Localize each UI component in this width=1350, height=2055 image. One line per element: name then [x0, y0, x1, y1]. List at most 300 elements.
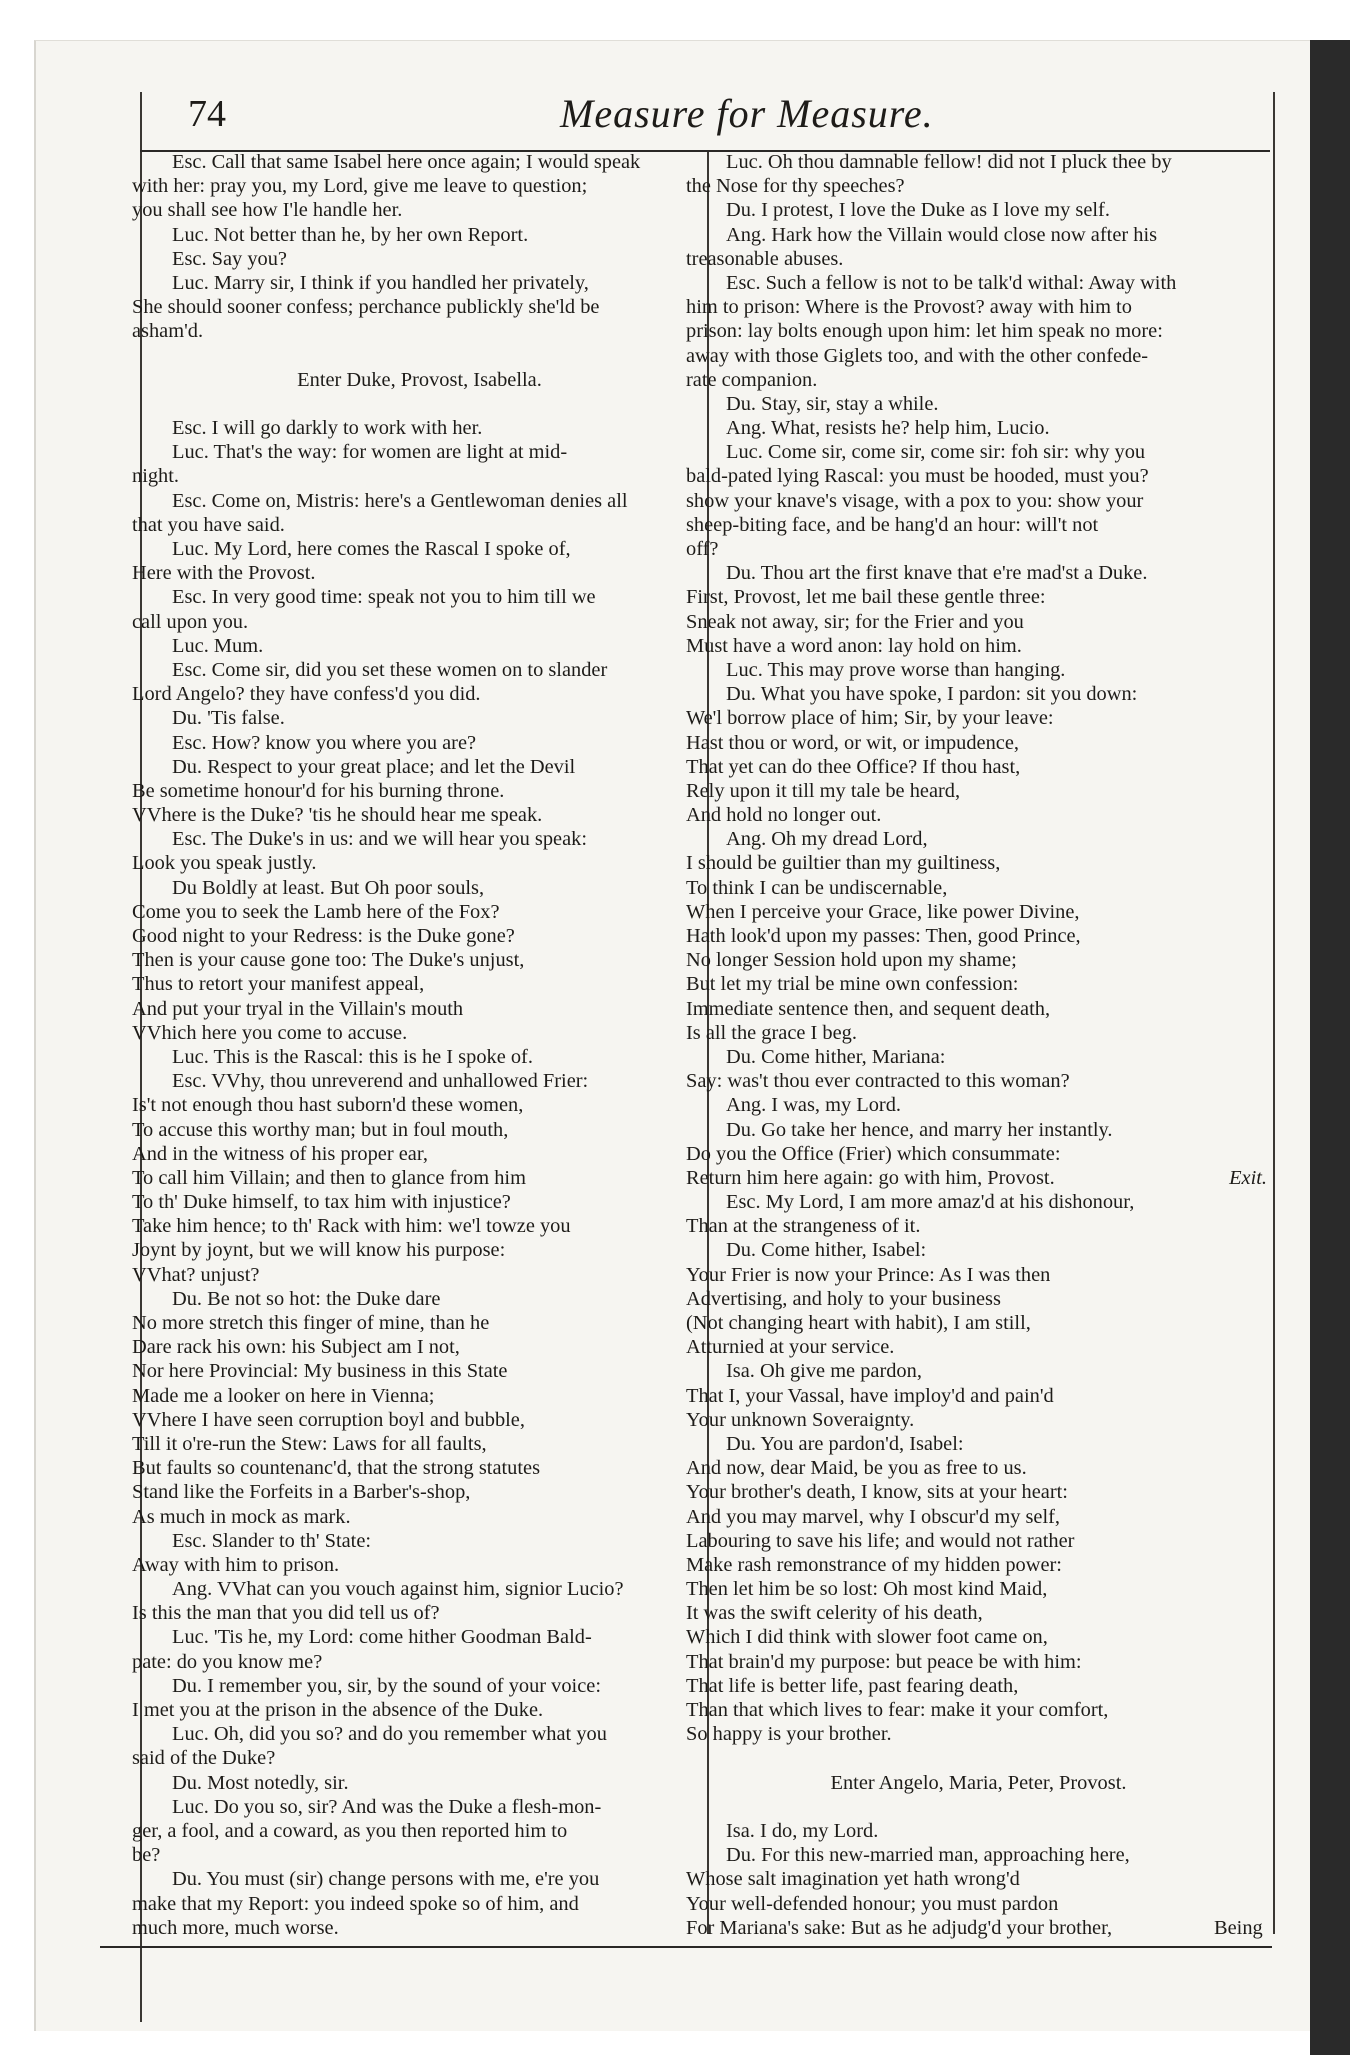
line-text: Luc. This is the Rascal: this is he I spoke of. — [172, 1045, 533, 1068]
line-text: Do you the Office (Frier) which consummate: — [686, 1142, 1061, 1165]
line-text: Ang. Oh my dread Lord, — [726, 828, 928, 851]
blank-line — [686, 1795, 1271, 1819]
text-line — [132, 174, 707, 198]
text-line — [132, 948, 707, 972]
text-line — [132, 1577, 707, 1601]
line-text: No more stretch this finger of mine, than he — [132, 1312, 490, 1334]
blank-line — [686, 1746, 1271, 1770]
line-text: That yet can do thee Office? If thou hast, — [686, 755, 1021, 778]
line-text: Stand like the Forfeits in a Barber's-shop, — [132, 1481, 471, 1504]
line-text: Rely upon it till my tale be heard, — [686, 779, 961, 802]
line-text: That brain'd my purpose: but peace be with him: — [686, 1650, 1082, 1673]
line-text: Du. You must (sir) change persons with me, e're you — [172, 1868, 600, 1891]
line-text: ger, a fool, and a coward, as you then reported him to — [132, 1819, 568, 1842]
line-text: off? — [686, 538, 719, 560]
text-line — [686, 972, 1271, 996]
text-line — [132, 1359, 707, 1383]
text-line — [132, 851, 707, 875]
text-line — [686, 634, 1271, 658]
stage-direction — [132, 368, 707, 392]
text-line — [686, 150, 1271, 174]
text-line — [686, 948, 1271, 972]
line-text: Hast thou or word, or wit, or impudence, — [686, 731, 1019, 754]
line-text: Luc. This may prove worse than hanging. — [726, 658, 1066, 681]
text-line — [686, 1577, 1271, 1601]
line-text: Immediate sentence then, and sequent death, — [686, 997, 1051, 1020]
text-line — [686, 779, 1271, 803]
line-text: That I, your Vassal, have imploy'd and pain'd — [686, 1384, 1054, 1407]
text-line — [686, 1166, 1271, 1190]
text-line — [132, 1408, 707, 1432]
line-text: She should sooner confess; perchance publickly she'ld be — [132, 296, 600, 319]
line-text: away with those Giglets too, and with the other confede- — [686, 344, 1149, 367]
line-text: Nor here Provincial: My business in this State — [132, 1360, 508, 1383]
text-line — [686, 247, 1271, 271]
line-text: (Not changing heart with habit), I am still, — [686, 1312, 1031, 1334]
text-line — [132, 1771, 707, 1795]
line-text: Luc. That's the way: for women are light at mid- — [172, 441, 568, 464]
line-text: Look you speak justly. — [132, 852, 317, 875]
line-text: Du Boldly at least. But Oh poor souls, — [172, 876, 485, 899]
line-text: Is this the man that you did tell us of? — [132, 1602, 440, 1625]
line-text: that you have said. — [132, 513, 285, 536]
line-text: Du. I remember you, sir, by the sound of your voice: — [172, 1674, 601, 1697]
text-line — [132, 803, 707, 827]
text-line — [686, 1867, 1271, 1891]
line-text: Thus to retort your manifest appeal, — [132, 973, 425, 996]
text-line — [686, 1480, 1271, 1504]
line-text: Esc. Say you? — [172, 247, 287, 270]
text-line — [686, 1311, 1271, 1335]
line-text: For Mariana's sake: But as he adjudg'd your brother, — [686, 1916, 1113, 1939]
blank-line — [132, 344, 707, 368]
text-line — [686, 368, 1271, 392]
text-line — [686, 513, 1271, 537]
text-line — [132, 1819, 707, 1843]
text-line — [686, 610, 1271, 634]
line-text: Your Frier is now your Prince: As I was then — [686, 1263, 1051, 1286]
line-text: And you may marvel, why I obscur'd my self, — [686, 1505, 1061, 1528]
line-text: call upon you. — [132, 610, 249, 633]
text-line — [132, 1432, 707, 1456]
line-text: night. — [132, 465, 180, 488]
text-line — [686, 900, 1271, 924]
line-text: Du. Most notedly, sir. — [172, 1771, 349, 1794]
text-line — [686, 1384, 1271, 1408]
text-line — [686, 1335, 1271, 1359]
line-text: VVhich here you come to accuse. — [132, 1021, 408, 1044]
text-line — [132, 1456, 707, 1480]
text-line — [132, 876, 707, 900]
line-text: Here with the Provost. — [132, 562, 316, 585]
line-text: Your brother's death, I know, sits at your heart: — [686, 1481, 1068, 1504]
text-line — [132, 1867, 707, 1891]
text-line — [686, 1698, 1271, 1722]
line-text: Du. For this new-married man, approaching here, — [726, 1844, 1130, 1867]
text-line — [132, 706, 707, 730]
text-line — [686, 319, 1271, 343]
line-text: Your well-defended honour; you must pardon — [686, 1892, 1059, 1915]
text-line — [132, 1287, 707, 1311]
text-line — [686, 1505, 1271, 1529]
text-line — [132, 295, 707, 319]
text-line — [132, 319, 707, 343]
text-line — [686, 1069, 1271, 1093]
text-line — [686, 198, 1271, 222]
text-line — [132, 1045, 707, 1069]
text-line — [686, 755, 1271, 779]
line-text: I met you at the prison in the absence of the Duke. — [132, 1699, 544, 1721]
line-text: Esc. Come sir, did you set these women on to slander — [172, 658, 608, 681]
line-text: Made me a looker on here in Vienna; — [132, 1384, 435, 1407]
text-line — [686, 731, 1271, 755]
text-line — [132, 997, 707, 1021]
line-text: To th' Duke himself, to tax him with injustice? — [132, 1191, 511, 1214]
line-text: Esc. Such a fellow is not to be talk'd withal: Away with — [726, 271, 1177, 294]
text-line — [686, 827, 1271, 851]
line-text: Enter Duke, Provost, Isabella. — [297, 368, 542, 391]
line-text: And in the witness of his proper ear, — [132, 1142, 428, 1165]
text-line — [132, 1069, 707, 1093]
line-text: And now, dear Maid, be you as free to us. — [686, 1457, 1027, 1480]
text-line — [686, 924, 1271, 948]
line-text: Luc. Come sir, come sir, come sir: foh sir: why you — [726, 441, 1146, 464]
line-text: Du. 'Tis false. — [172, 707, 285, 730]
line-text: Esc. In very good time: speak not you to him till we — [172, 586, 596, 609]
footer-rule — [100, 1946, 1272, 1948]
line-text: Du. Stay, sir, stay a while. — [726, 392, 939, 415]
line-text: Return him here again: go with him, Provost. — [686, 1166, 1055, 1189]
line-text: Your unknown Soveraignty. — [686, 1408, 915, 1431]
text-line — [686, 1432, 1271, 1456]
line-text: Luc. 'Tis he, my Lord: come hither Goodman Bald- — [172, 1626, 592, 1649]
text-line — [132, 464, 707, 488]
line-text: Du. Thou art the first knave that e're mad'st a Duke. — [726, 562, 1148, 585]
text-line — [132, 1698, 707, 1722]
text-line — [686, 706, 1271, 730]
text-line — [132, 1093, 707, 1117]
line-text: And hold no longer out. — [686, 804, 882, 827]
line-text: Esc. VVhy, thou unreverend and unhallowed Frier: — [172, 1070, 589, 1093]
text-line — [132, 271, 707, 295]
text-line — [686, 1650, 1271, 1674]
text-line — [686, 585, 1271, 609]
text-line — [132, 247, 707, 271]
line-text: you shall see how I'le handle her. — [132, 199, 403, 222]
line-text: said of the Duke? — [132, 1747, 276, 1770]
text-line — [686, 1553, 1271, 1577]
text-line — [132, 731, 707, 755]
text-line — [686, 1625, 1271, 1649]
text-line — [686, 174, 1271, 198]
line-text: Luc. Do you so, sir? And was the Duke a flesh-mon- — [172, 1795, 602, 1818]
line-text: I should be guiltier than my guiltiness, — [686, 852, 1001, 875]
text-line — [132, 1625, 707, 1649]
line-text: Du. What you have spoke, I pardon: sit you down: — [726, 683, 1138, 706]
line-text: make that my Report: you indeed spoke so of him, and — [132, 1892, 579, 1915]
text-line — [132, 1263, 707, 1287]
line-text: Than at the strangeness of it. — [686, 1215, 921, 1238]
line-text: Whose salt imagination yet hath wrong'd — [686, 1868, 1020, 1891]
text-line — [132, 1166, 707, 1190]
line-text: bald-pated lying Rascal: you must be hooded, must you? — [686, 465, 1149, 488]
line-text: Away with him to prison. — [132, 1553, 340, 1576]
line-text: Esc. I will go darkly to work with her. — [172, 417, 483, 440]
line-text: Ang. I was, my Lord. — [726, 1094, 901, 1117]
line-text: Atturnied at your service. — [686, 1336, 895, 1359]
text-line — [132, 1480, 707, 1504]
text-line — [132, 610, 707, 634]
line-text: Good night to your Redress: is the Duke gone? — [132, 925, 515, 947]
line-text: Which I did think with slower foot came on, — [686, 1626, 1048, 1649]
line-text: No longer Session hold upon my shame; — [686, 949, 1017, 972]
frame-rule-right — [1273, 92, 1275, 1934]
line-text: Du. Come hither, Isabel: — [726, 1239, 927, 1262]
text-line — [132, 1746, 707, 1770]
text-line — [132, 1529, 707, 1553]
line-text: Advertising, and holy to your business — [686, 1287, 1001, 1310]
line-text: That life is better life, past fearing death, — [686, 1674, 1019, 1697]
line-text: Ang. What, resists he? help him, Lucio. — [726, 417, 1050, 440]
text-line — [686, 682, 1271, 706]
text-line — [132, 223, 707, 247]
line-text: Must have a word anon: lay hold on him. — [686, 634, 1022, 657]
line-text: Hath look'd upon my passes: Then, good Prince, — [686, 925, 1081, 947]
line-text: Du. Go take her hence, and marry her instantly. — [726, 1118, 1113, 1141]
text-line — [686, 440, 1271, 464]
text-line — [132, 416, 707, 440]
text-line — [132, 1722, 707, 1746]
line-text: Du. Be not so hot: the Duke dare — [172, 1287, 441, 1310]
line-text: Esc. Call that same Isabel here once again; I would speak — [172, 151, 641, 173]
line-text: And put your tryal in the Villain's mouth — [132, 997, 464, 1020]
text-line — [132, 1892, 707, 1916]
line-text: Esc. The Duke's in us: and we will hear you speak: — [172, 828, 587, 851]
text-line — [686, 1093, 1271, 1117]
text-line — [686, 658, 1271, 682]
text-line — [686, 1819, 1271, 1843]
line-text: So happy is your brother. — [686, 1723, 892, 1746]
line-text: Isa. Oh give me pardon, — [726, 1360, 922, 1383]
line-text: rate companion. — [686, 368, 818, 391]
text-line — [132, 1142, 707, 1166]
text-line — [132, 150, 707, 174]
line-text: Dare rack his own: his Subject am I not, — [132, 1336, 460, 1359]
text-line — [132, 755, 707, 779]
line-text: much more, much worse. — [132, 1916, 339, 1939]
line-text: Enter Angelo, Maria, Peter, Provost. — [830, 1771, 1127, 1794]
line-text: Luc. Oh thou damnable fellow! did not I pluck thee by — [726, 151, 1172, 173]
line-text: But faults so countenanc'd, that the strong statutes — [132, 1457, 541, 1480]
text-line — [132, 561, 707, 585]
line-text: the Nose for thy speeches? — [686, 175, 905, 198]
text-line — [132, 1238, 707, 1262]
line-text: Make rash remonstrance of my hidden power: — [686, 1553, 1062, 1576]
line-text: As much in mock as mark. — [132, 1505, 351, 1528]
line-text: Lord Angelo? they have confess'd you did. — [132, 683, 481, 706]
text-line — [686, 997, 1271, 1021]
line-text: Be sometime honour'd for his burning throne. — [132, 779, 505, 802]
line-text: First, Provost, let me bail these gentle three: — [686, 586, 1046, 609]
line-text: Then is your cause gone too: The Duke's unjust, — [132, 949, 525, 972]
line-text: Then let him be so lost: Oh most kind Maid, — [686, 1578, 1048, 1601]
text-line — [686, 416, 1271, 440]
blank-line — [132, 392, 707, 416]
line-text: Du. Respect to your great place; and let the Devil — [172, 755, 576, 778]
line-text: Du. Come hither, Mariana: — [726, 1045, 946, 1068]
scan-edge — [1310, 40, 1350, 2055]
line-text: Luc. My Lord, here comes the Rascal I spoke of, — [172, 538, 571, 560]
line-text: Luc. Not better than he, by her own Report. — [172, 223, 529, 246]
line-text: pate: do you know me? — [132, 1650, 323, 1673]
line-text: VVhere I have seen corruption boyl and bubble, — [132, 1408, 525, 1431]
text-line — [132, 198, 707, 222]
line-text: with her: pray you, my Lord, give me leave to question; — [132, 175, 588, 198]
line-text: Is all the grace I beg. — [686, 1021, 857, 1044]
exit-direction: Exit. — [1229, 1166, 1267, 1189]
line-text: Luc. Mum. — [172, 634, 264, 657]
text-line — [132, 1916, 707, 1940]
line-text: Ang. VVhat can you vouch against him, signior Lucio? — [172, 1578, 624, 1601]
right-column — [686, 150, 1271, 1940]
line-text: Ang. Hark how the Villain would close now after his — [726, 223, 1158, 246]
text-line — [132, 585, 707, 609]
line-text: Come you to seek the Lamb here of the Fox? — [132, 900, 500, 923]
text-line — [686, 851, 1271, 875]
text-line — [686, 1359, 1271, 1383]
text-line — [686, 464, 1271, 488]
text-line — [686, 1021, 1271, 1045]
line-text: It was the swift celerity of his death, — [686, 1602, 983, 1625]
text-line — [686, 392, 1271, 416]
text-line — [132, 779, 707, 803]
text-line — [686, 223, 1271, 247]
text-line — [132, 1190, 707, 1214]
catchword: Being — [1214, 1917, 1263, 1939]
line-text: him to prison: Where is the Provost? away with him to — [686, 296, 1132, 319]
text-line — [132, 1384, 707, 1408]
line-text: But let my trial be mine own confession: — [686, 973, 1019, 996]
line-text: VVhat? unjust? — [132, 1263, 260, 1286]
line-text: When I perceive your Grace, like power Divine, — [686, 900, 1080, 923]
text-line — [132, 1843, 707, 1867]
text-line — [132, 1311, 707, 1335]
text-line — [686, 271, 1271, 295]
text-line — [132, 682, 707, 706]
page-header — [140, 88, 1270, 140]
text-line — [686, 1263, 1271, 1287]
text-line — [686, 1238, 1271, 1262]
line-text: Take him hence; to th' Rack with him: we'l towze you — [132, 1215, 571, 1238]
text-line — [686, 537, 1271, 561]
line-text: To accuse this worthy man; but in foul mouth, — [132, 1118, 509, 1141]
text-line — [686, 1843, 1271, 1867]
line-text: treasonable abuses. — [686, 247, 844, 270]
line-text: Isa. I do, my Lord. — [726, 1819, 879, 1842]
text-line — [132, 440, 707, 464]
line-text: show your knave's visage, with a pox to you: show your — [686, 489, 1144, 512]
text-line — [686, 1045, 1271, 1069]
text-line — [686, 1529, 1271, 1553]
line-text: Say: was't thou ever contracted to this woman? — [686, 1070, 1070, 1093]
text-line — [132, 658, 707, 682]
text-line — [686, 803, 1271, 827]
line-text: To think I can be undiscernable, — [686, 876, 948, 899]
page-number: 74 — [188, 93, 226, 135]
text-line — [686, 1214, 1271, 1238]
text-line — [686, 1674, 1271, 1698]
text-line — [132, 1553, 707, 1577]
text-line — [686, 876, 1271, 900]
text-line — [686, 1408, 1271, 1432]
text-line — [132, 1601, 707, 1625]
line-text: Luc. Oh, did you so? and do you remember what you — [172, 1723, 607, 1746]
text-line — [132, 924, 707, 948]
running-title: Measure for Measure. — [560, 91, 934, 136]
text-line — [132, 489, 707, 513]
line-text: We'l borrow place of him; Sir, by your leave: — [686, 707, 1054, 730]
line-text: Till it o're-run the Stew: Laws for all faults, — [132, 1432, 487, 1455]
text-line — [686, 1456, 1271, 1480]
text-line — [132, 634, 707, 658]
line-text: sheep-biting face, and be hang'd an hour: will't not — [686, 513, 1099, 536]
line-text: Is't not enough thou hast suborn'd these women, — [132, 1094, 524, 1117]
text-line — [132, 1795, 707, 1819]
text-line — [132, 1650, 707, 1674]
text-line — [686, 344, 1271, 368]
line-text: To call him Villain; and then to glance from him — [132, 1166, 526, 1189]
text-line — [132, 1118, 707, 1142]
line-text: Luc. Marry sir, I think if you handled her privately, — [172, 271, 589, 294]
line-text: Du. You are pardon'd, Isabel: — [726, 1432, 964, 1455]
line-text: be? — [132, 1844, 161, 1867]
text-line — [686, 1287, 1271, 1311]
text-line — [686, 1601, 1271, 1625]
text-line — [132, 1335, 707, 1359]
text-line — [686, 295, 1271, 319]
text-line — [686, 1118, 1271, 1142]
text-line — [686, 1892, 1271, 1916]
stage-direction — [686, 1771, 1271, 1795]
text-line — [132, 1021, 707, 1045]
text-line — [686, 1142, 1271, 1166]
text-line — [132, 972, 707, 996]
text-line — [132, 900, 707, 924]
text-line — [686, 561, 1271, 585]
text-line — [132, 537, 707, 561]
line-text: Labouring to save his life; and would not rather — [686, 1529, 1075, 1552]
line-text: prison: lay bolts enough upon him: let him speak no more: — [686, 320, 1163, 343]
line-text: VVhere is the Duke? 'tis he should hear me speak. — [132, 804, 543, 827]
text-line — [686, 1190, 1271, 1214]
text-line — [132, 827, 707, 851]
line-text: Du. I protest, I love the Duke as I love my self. — [726, 199, 1110, 222]
left-column — [132, 150, 707, 1940]
text-line — [686, 489, 1271, 513]
text-line — [132, 1214, 707, 1238]
text-line — [132, 1674, 707, 1698]
text-line — [686, 1722, 1271, 1746]
text-line — [132, 513, 707, 537]
line-text: Sneak not away, sir; for the Frier and you — [686, 610, 1024, 633]
text-line — [686, 1916, 1271, 1940]
line-text: Than that which lives to fear: make it your comfort, — [686, 1699, 1109, 1721]
line-text: asham'd. — [132, 320, 204, 343]
line-text: Esc. Come on, Mistris: here's a Gentlewoman denies all — [172, 489, 628, 512]
text-line — [132, 1505, 707, 1529]
line-text: Esc. How? know you where you are? — [172, 731, 477, 754]
line-text: Esc. Slander to th' State: — [172, 1529, 372, 1552]
